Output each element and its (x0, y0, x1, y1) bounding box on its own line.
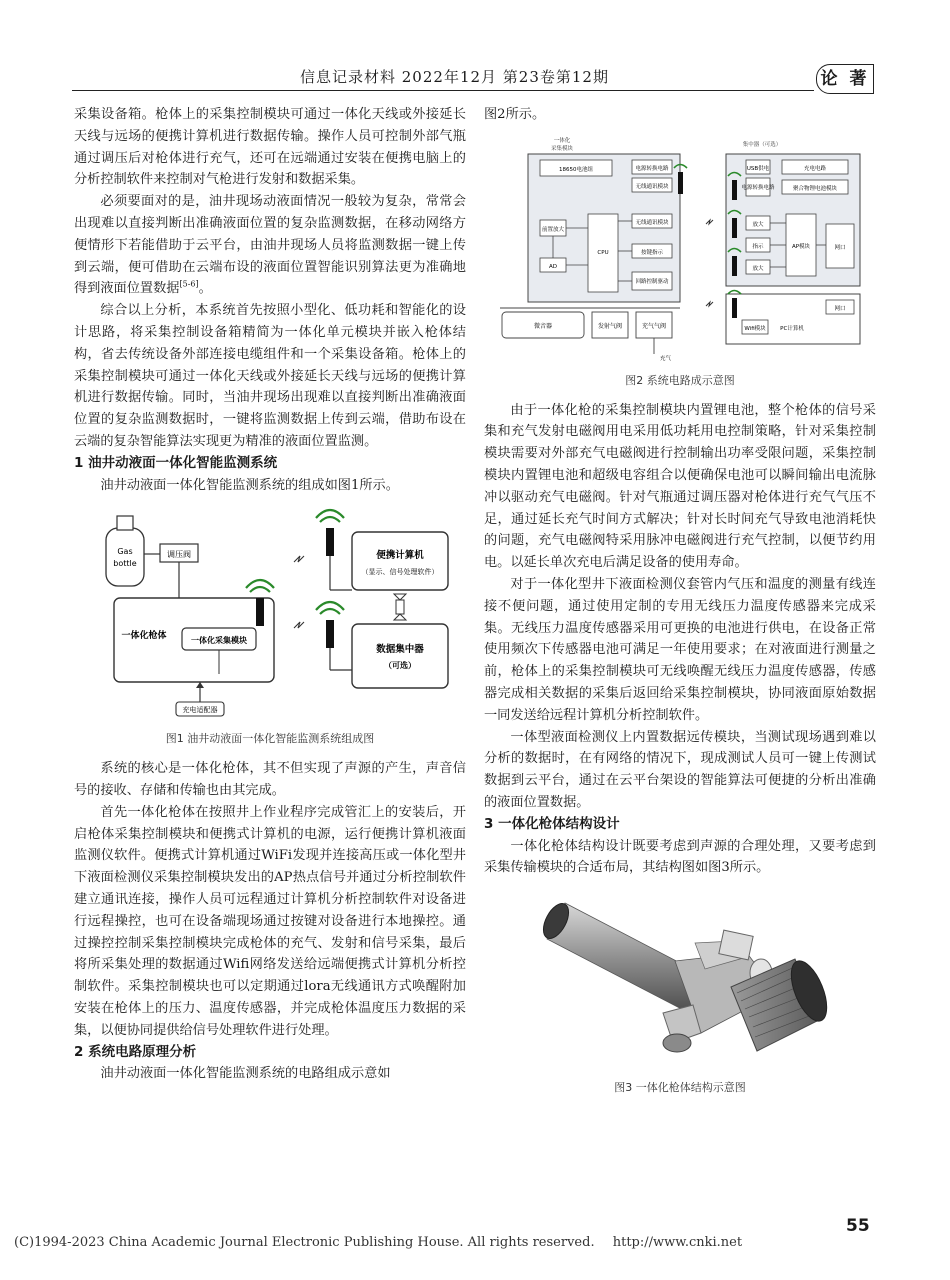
ad-label: AD (549, 263, 557, 270)
fig2-title1: 一体化 (553, 137, 571, 144)
paragraph: 油井动液面一体化智能监测系统的组成如图1所示。 (100, 477, 399, 493)
ap-label: AP模块 (791, 243, 811, 250)
paragraph: 采集设备箱。枪体上的采集控制模块可通过一体化天线或外接延长天线与远场的便携计算机进行数据传输。操作人员可控制外部气瓶通过调压后对枪体进行充气，还可在远端通过安装在便携电脑上的分析控制软件来控制对气枪进行发射和数据采集。 (74, 107, 466, 188)
antenna-icon (316, 602, 344, 648)
ethernet2-label: 网口 (834, 305, 846, 312)
usb-label: USB供电 (746, 165, 770, 172)
section-heading-2: 2 系统电路原理分析 (74, 1043, 197, 1060)
section-heading-3: 3 一体化枪体结构设计 (484, 815, 620, 832)
charge-label: 充气 (660, 355, 672, 362)
page-number: 55 (846, 1216, 870, 1236)
battery-label: 18650电池组 (559, 166, 593, 173)
paragraph: 油井动液面一体化智能监测系统的电路组成示意如 (100, 1066, 391, 1082)
wireless2-label: 无线通讯模块 (635, 219, 669, 226)
preamp-label: 前置放大 (541, 226, 565, 233)
paragraph: 图2所示。 (484, 107, 546, 122)
gun-label: 一体化枪体 (121, 631, 167, 642)
fig2-title2: 采集模块 (550, 145, 574, 152)
header-rule (72, 90, 814, 91)
paragraph: 由于一体化枪的采集控制模块内置锂电池，整个枪体的信号采集和充气发射电磁阀用电采用低功耗用电控制策略，针对采集控制模块需要对外部充气电磁阀进行控制输出功率受限问题，采集控制模块内置锂电池和超级电容组合以便确保电池可以瞬间输出电流脉冲以驱动充气电磁阀。针对气瓶通过调压器对枪体进行充气气压不足，通过延长充气时间方式解决；针对长时间充气导致电池消耗快的问题，充气电磁阀特采用脉冲电磁阀进行充气控制，以便节约用电。以延长单次充电后满足设备的使用寿命。 (484, 402, 876, 571)
pc-sub-label: （显示、信号处理软件） (361, 568, 439, 577)
cnki-link[interactable]: http://www.cnki.net (612, 1235, 743, 1250)
figure-2-diagram (492, 132, 868, 366)
concentrator-box (352, 624, 448, 688)
gas-label: Gas (117, 547, 133, 557)
paragraph: 必须要面对的是，油井现场动液面情况一般较为复杂，常常会出现难以直接判断出准确液面位置的复杂监测数据，在移动网络方便情形下若能借助于云平台，由油井现场人员将监测数据一键上传到云端，便可借助在云端布设的液面位置智能识别算法更为准确地得到液面位置数据[5-6]。 (74, 194, 466, 297)
paragraph: 一体化枪体结构设计既要考虑到声源的合理处理，又要考虑到采集传输模块的合适布局，其结构图如图3所示。 (484, 838, 876, 876)
charge-valve-label: 充气气阀 (641, 322, 667, 330)
figure-3-gun-render (525, 883, 835, 1073)
copyright-text: (C)1994-2023 China Academic Journal Electronic Publishing House. All rights reserved. (14, 1235, 595, 1250)
supercap-label: 聚合物锂电池模块 (792, 185, 838, 192)
paragraph: 综合以上分析，本系统首先按照小型化、低功耗和智能化的设计思路，将采集控制设备箱精简为一体化单元模块并嵌入枪体结构，省去传统设备外部连接电缆组件和一个采集设备箱。枪体上的采集控制模块可通过一体化天线或外接延长天线与远场的便携计算机进行数据传输。同时，当油井现场出现难以直接判断出准确液面位置的复杂监测数据时，一键将监测数据上传到云端，借助布设在云端的复杂智能算法实现更为精准的液面位置监测。 (74, 303, 466, 449)
section-badge: 论 著 (816, 64, 874, 94)
figure-3-caption: 图3 一体化枪体结构示意图 (614, 1081, 746, 1095)
section-heading-1: 1 油井动液面一体化智能监测系统 (74, 454, 278, 471)
wireless1-label: 无线通讯模块 (635, 183, 669, 190)
charger-label: 充电适配器 (182, 706, 218, 715)
pc2-label: PC计算机 (780, 325, 804, 332)
power2-label: 电源转换电路 (741, 184, 775, 191)
paragraph: 系统的核心是一体化枪体，其不但实现了声源的产生，声音信号的接收、存储和传输也由其完成。 (74, 761, 466, 798)
pc-label: 便携计算机 (376, 550, 424, 562)
amp1-label: 放大 (752, 221, 764, 228)
concentrator-label: 数据集中器 (376, 644, 424, 656)
citation[interactable]: [5-6] (179, 279, 199, 289)
fire-valve-label: 发射气阀 (597, 322, 623, 330)
gas-bottle (106, 528, 144, 586)
journal-title: 信息记录材料 2022年12月 第23卷第12期 (300, 68, 609, 86)
page-header (0, 60, 950, 94)
right-column (484, 104, 876, 1107)
paragraph: 一体型液面检测仪上内置数据远传模块，当测试现场遇到难以分析的数据时，在有网络的情况下，现成测试人员可一键上传测试数据到云平台，通过在云平台架设的智能算法可便捷的分析出准确的液面位置数据。 (484, 729, 876, 810)
paragraph: 首先一体化枪体在按照井上作业程序完成管汇上的安装后，开启枪体采集控制模块和便携式计算机的电源，运行便携计算机液面监测仪软件。便携式计算机通过WiFi发现并连接高压或一体化型井下液面检测仪采集控制模块发出的AP热点信号并通过分析控制软件建立通讯连接，操作人员可远程通过计算机分析控制软件对设备进行远程操控，也可在设备端现场通过按键对设备进行本地操控。通过操控控制采集控制模块完成枪体的充气、发射和信号采集，最后将所采集处理的数据通过Wifi网络发送给远端便携式计算机分析控制软件。采集控制模块也可以定期通过lora无线通讯方式唤醒附加安装在枪体上的压力、温度传感器，并完成枪体温度压力数据的采集，以便协同提供给信号处理软件进行处理。 (74, 804, 466, 1038)
indicator-label: 指示 (752, 243, 764, 250)
ethernet-label: 网口 (834, 244, 846, 251)
key-label: 按键指示 (640, 249, 664, 256)
regulator-label: 调压阀 (167, 550, 191, 560)
fig2-conc-title: 集中器（可选） (742, 141, 782, 148)
figure-1-caption: 图1 油井动液面一体化智能监测系统组成图 (165, 732, 375, 746)
figure-1-diagram (90, 502, 450, 724)
mic-label: 微音器 (533, 322, 553, 330)
cpu-label: CPU (597, 249, 609, 256)
copyright-footer (14, 1235, 756, 1250)
valve-drive-label: 回路控制驱动 (635, 278, 669, 285)
wifi-label: Wifi模块 (744, 325, 766, 332)
amp2-label: 放大 (752, 265, 764, 272)
figure-2-caption: 图2 系统电路成示意图 (625, 373, 735, 387)
power-label: 电源转换电路 (635, 165, 669, 172)
bottle-label: bottle (113, 559, 137, 569)
paragraph: 对于一体化型井下液面检测仪套管内气压和温度的测量有线连接不便问题，通过使用定制的专用无线压力温度传感器来完成采集。无线压力温度传感器采用可更换的电池进行供电，在设备正常使用频次下传感器电池可满足一年使用要求；在对液面进行测量之前，枪体上的采集控制模块可无线唤醒无线压力温度传感器，传感器完成相关数据的采集后返回给采集控制模块，协同液面原始数据一同发送给远程计算机分析控制软件。 (484, 576, 876, 723)
charge-circuit-label: 充电电路 (803, 165, 827, 172)
antenna-icon (316, 510, 344, 556)
module-label: 一体化采集模块 (191, 636, 247, 646)
pc-box (352, 532, 448, 590)
left-column (74, 104, 466, 1085)
optional-label: （可选） (384, 661, 416, 671)
